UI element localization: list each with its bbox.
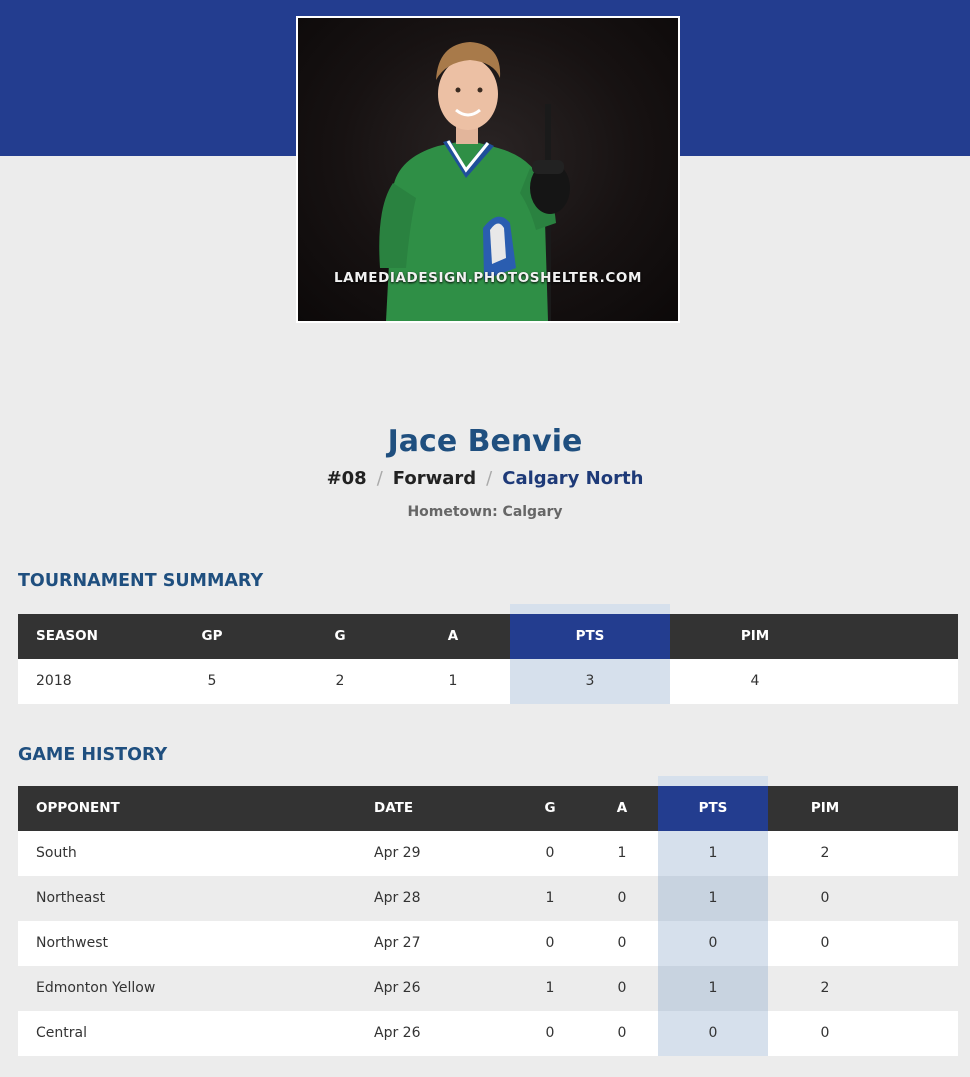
table-cell-pts: 1 [708, 890, 718, 906]
column-header-g[interactable]: G [544, 800, 556, 816]
table-cell-pim: 0 [820, 935, 830, 951]
table-row [18, 876, 958, 921]
table-cell-g: 1 [545, 890, 555, 906]
highlight-column-cap [510, 604, 670, 614]
table-cell-pts: 0 [708, 935, 718, 951]
column-header-date[interactable]: DATE [374, 800, 414, 816]
game-history-table [18, 776, 958, 1056]
table-cell-date: Apr 29 [374, 845, 421, 861]
table-cell-season: 2018 [36, 673, 72, 689]
table-cell-opponent: Northeast [36, 890, 106, 906]
column-header-season[interactable]: SEASON [36, 628, 98, 644]
table-cell-pim: 4 [750, 673, 760, 689]
table-cell-pim: 0 [820, 890, 830, 906]
column-header-opponent[interactable]: OPPONENT [36, 800, 120, 816]
player-photo [298, 18, 678, 321]
table-cell-pts: 1 [708, 980, 718, 996]
column-header-g[interactable]: G [334, 628, 346, 644]
column-header-pts[interactable]: PTS [575, 628, 605, 644]
column-header-pim[interactable]: PIM [810, 800, 840, 816]
table-cell-opponent: Edmonton Yellow [36, 980, 156, 996]
table-row [18, 966, 958, 1011]
table-cell-pts: 3 [585, 673, 595, 689]
column-header-a[interactable]: A [447, 628, 459, 644]
player-photo-frame [296, 16, 680, 323]
table-cell-g: 0 [545, 845, 555, 861]
tournament-summary-title: TOURNAMENT SUMMARY [18, 571, 264, 591]
table-cell-g: 0 [545, 1025, 555, 1041]
table-row [18, 831, 958, 876]
table-row [18, 921, 958, 966]
player-name: Jace Benvie [387, 424, 583, 459]
player-team-link[interactable]: Calgary North [502, 468, 644, 489]
table-cell-pim: 2 [820, 845, 830, 861]
highlight-column-cap [658, 776, 768, 786]
table-cell-gp: 5 [207, 673, 217, 689]
table-cell-date: Apr 26 [374, 1025, 421, 1041]
table-cell-date: Apr 27 [374, 935, 421, 951]
game-history-title: GAME HISTORY [18, 745, 168, 765]
table-header [18, 786, 958, 831]
table-cell-a: 1 [617, 845, 627, 861]
column-header-pts[interactable]: PTS [698, 800, 728, 816]
meta-separator: / [376, 468, 383, 489]
table-cell-date: Apr 26 [374, 980, 421, 996]
table-cell-a: 0 [617, 980, 627, 996]
photo-watermark: LAMEDIADESIGN.PHOTOSHELTER.COM [333, 270, 643, 286]
meta-separator: / [486, 468, 493, 489]
table-row [18, 659, 958, 704]
column-header-pim[interactable]: PIM [740, 628, 770, 644]
player-hometown: Hometown: Calgary [407, 504, 563, 520]
table-row [18, 1011, 958, 1056]
table-cell-a: 0 [617, 935, 627, 951]
table-cell-a: 1 [448, 673, 458, 689]
table-cell-g: 0 [545, 935, 555, 951]
table-cell-opponent: Central [36, 1025, 87, 1041]
column-header-gp[interactable]: GP [201, 628, 223, 644]
column-header-a[interactable]: A [616, 800, 628, 816]
table-cell-opponent: South [36, 845, 77, 861]
table-cell-pim: 0 [820, 1025, 830, 1041]
table-header [18, 614, 958, 659]
table-cell-g: 1 [545, 980, 555, 996]
table-cell-a: 0 [617, 890, 627, 906]
table-cell-a: 0 [617, 1025, 627, 1041]
table-cell-g: 2 [335, 673, 345, 689]
table-cell-pim: 2 [820, 980, 830, 996]
player-meta [0, 468, 970, 489]
player-position: Forward [392, 468, 477, 489]
table-cell-opponent: Northwest [36, 935, 109, 951]
table-cell-date: Apr 28 [374, 890, 421, 906]
player-number: #08 [326, 468, 367, 489]
table-cell-pts: 1 [708, 845, 718, 861]
tournament-summary-table [18, 604, 958, 704]
table-cell-pts: 0 [708, 1025, 718, 1041]
